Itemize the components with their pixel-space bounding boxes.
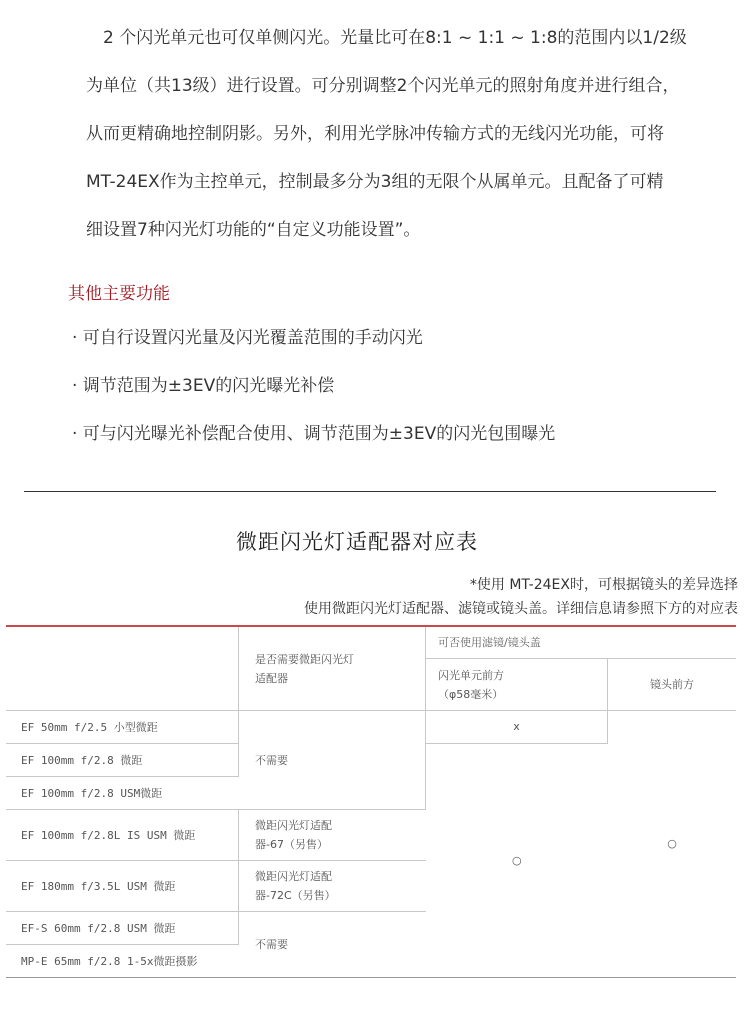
feature-list	[72, 318, 555, 462]
intro-line: 从而更精确地控制阴影。另外，利用光学脉冲传输方式的无线闪光功能，可将	[86, 124, 664, 144]
need-adapter-value	[239, 860, 426, 911]
table-note: 使用微距闪光灯适配器、滤镜或镜头盖。详细信息请参照下方的对应表	[304, 601, 738, 617]
need-adapter-value: 不需要	[239, 911, 426, 977]
lens-name: EF 100mm f/2.8L IS USM 微距	[6, 809, 239, 860]
list-item: · 可与闪光曝光补偿配合使用、调节范围为±3EV的闪光包围曝光	[72, 424, 556, 444]
header-need-line: 适配器	[255, 671, 288, 685]
header-flash-front	[426, 658, 608, 710]
header-need-adapter	[239, 626, 426, 710]
lens-front-value: ○	[608, 710, 737, 977]
need-adapter-line: 器-67（另售）	[255, 838, 328, 851]
lens-name: EF 50mm f/2.5 小型微距	[6, 710, 239, 743]
need-adapter-value: 不需要	[239, 710, 426, 809]
header-flash-front-line: 闪光单元前方	[438, 668, 504, 682]
intro-line: 为单位（共13级）进行设置。可分别调整2个闪光单元的照射角度并进行组合，	[86, 76, 680, 96]
divider	[24, 491, 716, 492]
intro-line: MT-24EX作为主控单元，控制最多分为3组的无限个从属单元。且配备了可精	[86, 172, 664, 192]
table-note: *使用 MT-24EX时，可根据镜头的差异选择	[469, 577, 738, 593]
adapter-table	[6, 625, 736, 978]
header-need-line: 是否需要微距闪光灯	[255, 652, 354, 666]
header-filter: 可否使用滤镜/镜头盖	[426, 626, 737, 658]
lens-name: EF 100mm f/2.8 USM微距	[6, 776, 239, 809]
flash-front-value: x	[426, 710, 608, 743]
intro-line: 2 个闪光单元也可仅单侧闪光。光量比可在8:1 ~ 1:1 ~ 1:8的范围内以1/2级	[86, 28, 687, 48]
lens-name: EF-S 60mm f/2.8 USM 微距	[6, 911, 239, 944]
need-adapter-line: 微距闪光灯适配	[255, 870, 332, 883]
list-item: · 调节范围为±3EV的闪光曝光补偿	[72, 376, 335, 396]
section-title: 其他主要功能	[68, 284, 170, 304]
lens-name: EF 100mm f/2.8 微距	[6, 743, 239, 776]
list-item: · 可自行设置闪光量及闪光覆盖范围的手动闪光	[72, 328, 423, 348]
flash-front-value: ○	[426, 743, 608, 977]
header-lens-blank	[6, 626, 239, 710]
header-lens-front: 镜头前方	[608, 658, 737, 710]
header-flash-front-line: （φ58毫米）	[438, 687, 504, 701]
lens-name: EF 180mm f/3.5L USM 微距	[6, 860, 239, 911]
need-adapter-value	[239, 809, 426, 860]
table-title: 微距闪光灯适配器对应表	[236, 530, 478, 554]
need-adapter-line: 微距闪光灯适配	[255, 819, 332, 832]
need-adapter-line: 器-72C（另售）	[255, 889, 336, 902]
lens-name: MP-E 65mm f/2.8 1-5x微距摄影	[6, 944, 239, 977]
intro-paragraph	[86, 14, 726, 254]
intro-line: 细设置7种闪光灯功能的“自定义功能设置”。	[86, 220, 421, 240]
